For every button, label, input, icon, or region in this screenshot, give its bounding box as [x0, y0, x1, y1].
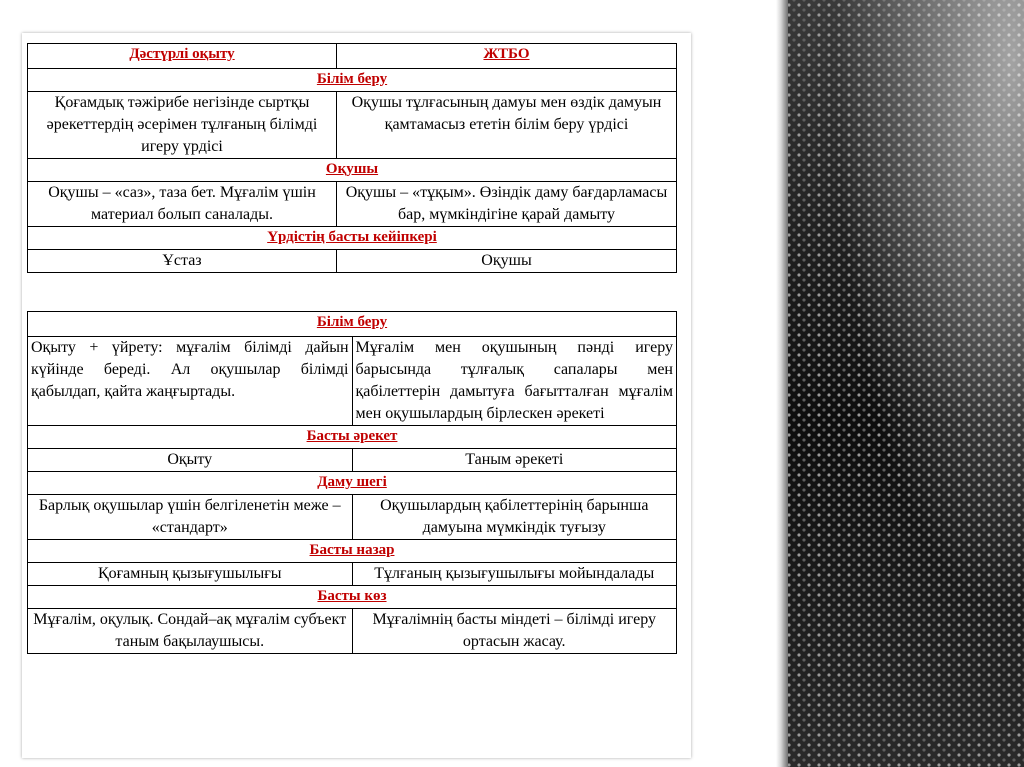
content-row [28, 495, 677, 540]
section-title-row [28, 227, 677, 250]
comparison-table-bottom [27, 311, 677, 654]
cell-traditional: Барлық оқушылар үшін белгіленетін меже – «стандарт» [28, 495, 353, 540]
cell-jtbo: Мұғалімнің басты міндеті – білімді игеру ортасын жасау. [352, 609, 677, 654]
section-title-row [28, 472, 677, 495]
section-title: Даму шегі [28, 472, 677, 495]
content-row [28, 182, 677, 227]
section-title: Білім беру [28, 312, 677, 337]
section-title: Басты әрекет [28, 426, 677, 449]
cell-traditional: Оқушы – «саз», таза бет. Мұғалім үшін материал болып саналады. [28, 182, 337, 227]
cell-jtbo: Оқушы [337, 250, 677, 273]
section-title-row [28, 159, 677, 182]
cell-traditional: Оқыту [28, 449, 353, 472]
column-header-jtbo: ЖТБО [337, 44, 677, 69]
section-title-row [28, 540, 677, 563]
comparison-table-top [27, 43, 677, 273]
panel-edge-shadow [776, 0, 788, 767]
cell-jtbo: Оқушы тұлғасының дамуы мен өздік дамуын қамтамасыз ететін білім беру үрдісі [337, 92, 677, 159]
section-title: Басты назар [28, 540, 677, 563]
header-row [28, 44, 677, 69]
cell-traditional: Мұғалім, оқулық. Сондай–ақ мұғалім субъект таным бақылаушысы. [28, 609, 353, 654]
content-row [28, 449, 677, 472]
cell-jtbo: Мұғалім мен оқушының пәнді игеру барысында тұлғалық сапалары мен қабілеттерін дамытуға бағытталған мұғалім мен оқушылардың бірлескен әрекеті [352, 337, 677, 426]
section-title: Оқушы [28, 159, 677, 182]
cell-jtbo: Оқушы – «тұқым». Өзіндік даму бағдарламасы бар, мүмкіндігіне қарай дамыту [337, 182, 677, 227]
content-row [28, 337, 677, 426]
cell-traditional: Ұстаз [28, 250, 337, 273]
cell-traditional: Оқыту + үйрету: мұғалім білімді дайын күйінде береді. Ал оқушылар білімді қабылдап, қайта жаңғыртады. [28, 337, 353, 426]
section-title: Үрдістің басты кейіпкері [28, 227, 677, 250]
section-title-row [28, 426, 677, 449]
section-title-row [28, 586, 677, 609]
cell-jtbo: Тұлғаның қызығушылығы мойындалады [352, 563, 677, 586]
section-title: Білім беру [28, 69, 677, 92]
column-header-traditional: Дәстүрлі оқыту [28, 44, 337, 69]
cell-traditional: Қоғамның қызығушылығы [28, 563, 353, 586]
content-row [28, 609, 677, 654]
decorative-texture-panel [784, 0, 1024, 767]
content-row [28, 563, 677, 586]
section-title: Басты көз [28, 586, 677, 609]
section-title-row [28, 312, 677, 337]
cell-jtbo: Оқушылардың қабілеттерінің барынша дамуына мүмкіндік туғызу [352, 495, 677, 540]
cell-jtbo: Таным әрекеті [352, 449, 677, 472]
cell-traditional: Қоғамдық тәжірибе негізінде сыртқы әрекеттердің әсерімен тұлғаның білімді игеру үрдісі [28, 92, 337, 159]
section-title-row [28, 69, 677, 92]
content-row [28, 92, 677, 159]
content-row [28, 250, 677, 273]
